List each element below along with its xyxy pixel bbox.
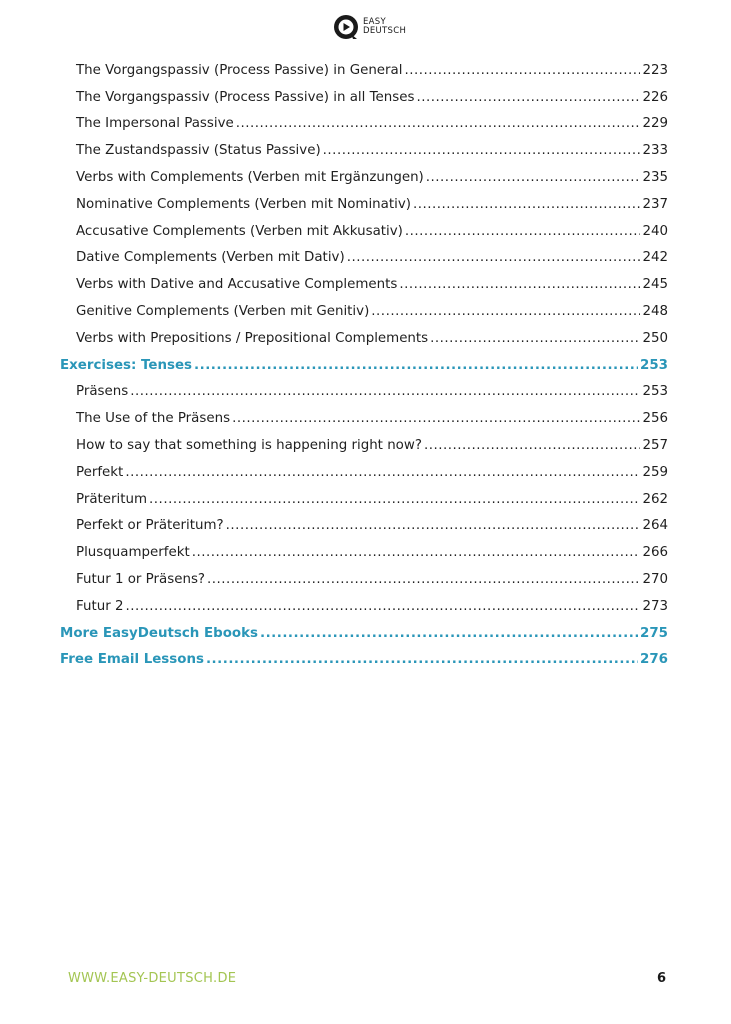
toc-entry-page: 240 [642,223,668,239]
toc-section-entry[interactable] [60,647,668,674]
toc-entry[interactable] [60,191,668,218]
toc-entry-title: Futur 1 or Präsens? [76,572,206,588]
toc-dot-leader [232,411,640,426]
toc-dot-leader [323,143,641,158]
toc-entry[interactable] [60,164,668,191]
toc-entry-page: 223 [642,62,668,78]
toc-entry-page: 248 [642,304,668,320]
toc-entry[interactable] [60,137,668,164]
toc-entry-title: How to say that something is happening right now? [76,438,422,454]
toc-entry-page: 273 [642,598,668,614]
toc-entry[interactable] [60,325,668,352]
toc-dot-leader [347,250,641,265]
toc-entry-title: Genitive Complements (Verben mit Genitiv) [76,304,370,320]
header-logo [333,14,406,40]
toc-entry-page: 253 [642,384,668,400]
toc-dot-leader [194,358,638,373]
toc-entry-page: 276 [640,652,668,668]
toc-entry-page: 259 [642,464,668,480]
toc-entry-page: 256 [642,411,668,427]
toc-entry[interactable] [60,593,668,620]
toc-entry[interactable] [60,271,668,298]
toc-entry[interactable] [60,566,668,593]
toc-section-entry[interactable] [60,620,668,647]
toc-entry-page: 270 [642,572,668,588]
toc-dot-leader [371,304,640,319]
toc-dot-leader [426,170,641,185]
toc-dot-leader [125,599,640,614]
toc-dot-leader [206,652,638,667]
toc-entry-page: 266 [642,545,668,561]
page-number: 6 [657,971,667,986]
toc-entry-page: 233 [642,143,668,159]
toc-entry-title: More EasyDeutsch Ebooks [60,625,258,641]
toc-dot-leader [399,277,640,292]
logo-line-1: EASY [363,17,386,27]
toc-entry-page: 237 [642,196,668,212]
toc-dot-leader [125,465,640,480]
toc-entry-page: 262 [642,491,668,507]
toc-entry-title: Verbs with Dative and Accusative Complements [76,277,398,293]
toc-dot-leader [149,492,640,507]
toc-entry[interactable] [60,432,668,459]
toc-entry-title: Dative Complements (Verben mit Dativ) [76,250,345,266]
toc-entry-title: The Use of the Präsens [76,411,231,427]
toc-dot-leader [236,116,641,131]
logo-wordmark [363,18,406,36]
toc-entry[interactable] [60,298,668,325]
toc-entry-title: The Zustandspassiv (Status Passive) [76,143,321,159]
toc-entry-title: Nominative Complements (Verben mit Nominativ) [76,196,411,212]
toc-entry[interactable] [60,486,668,513]
toc-dot-leader [207,572,640,587]
toc-entry-title: Exercises: Tenses [60,357,193,373]
toc-entry-title: Präteritum [76,491,148,507]
toc-entry[interactable] [60,245,668,272]
table-of-contents [60,57,668,673]
toc-dot-leader [260,626,638,641]
toc-entry-page: 264 [642,518,668,534]
footer-website-url[interactable]: WWW.EASY-DEUTSCH.DE [68,971,237,986]
toc-entry-title: Accusative Complements (Verben mit Akkusativ) [76,223,403,239]
toc-entry[interactable] [60,405,668,432]
easydeutsch-logo-icon [333,14,359,40]
toc-entry[interactable] [60,513,668,540]
toc-entry-page: 250 [642,330,668,346]
toc-dot-leader [413,197,640,212]
toc-entry-page: 245 [642,277,668,293]
toc-entry-title: Perfekt or Präteritum? [76,518,224,534]
toc-entry-title: Perfekt [76,464,124,480]
toc-entry-title: Futur 2 [76,598,124,614]
toc-entry-page: 257 [642,438,668,454]
toc-dot-leader [192,545,641,560]
toc-dot-leader [130,384,640,399]
toc-entry[interactable] [60,459,668,486]
toc-dot-leader [424,438,641,453]
logo-line-2: DEUTSCH [363,26,407,36]
toc-entry[interactable] [60,84,668,111]
toc-entry-page: 242 [642,250,668,266]
toc-entry[interactable] [60,379,668,406]
toc-entry-page: 253 [640,357,668,373]
toc-entry-title: The Impersonal Passive [76,116,234,132]
toc-entry[interactable] [60,539,668,566]
toc-entry-title: The Vorgangspassiv (Process Passive) in General [76,62,403,78]
toc-entry-page: 226 [642,89,668,105]
toc-entry-page: 275 [640,625,668,641]
toc-entry-page: 235 [642,170,668,186]
toc-dot-leader [404,63,640,78]
toc-entry-page: 229 [642,116,668,132]
toc-dot-leader [430,331,640,346]
toc-entry[interactable] [60,57,668,84]
toc-dot-leader [416,90,640,105]
toc-entry-title: Verbs with Complements (Verben mit Ergänzungen) [76,170,424,186]
toc-dot-leader [405,224,641,239]
toc-entry-title: Free Email Lessons [60,652,204,668]
toc-entry[interactable] [60,218,668,245]
toc-entry-title: Verbs with Prepositions / Prepositional Complements [76,330,429,346]
toc-entry-title: The Vorgangspassiv (Process Passive) in all Tenses [76,89,415,105]
toc-entry[interactable] [60,111,668,138]
toc-section-entry[interactable] [60,352,668,379]
toc-entry-title: Plusquamperfekt [76,545,190,561]
toc-entry-title: Präsens [76,384,129,400]
toc-dot-leader [226,518,641,533]
